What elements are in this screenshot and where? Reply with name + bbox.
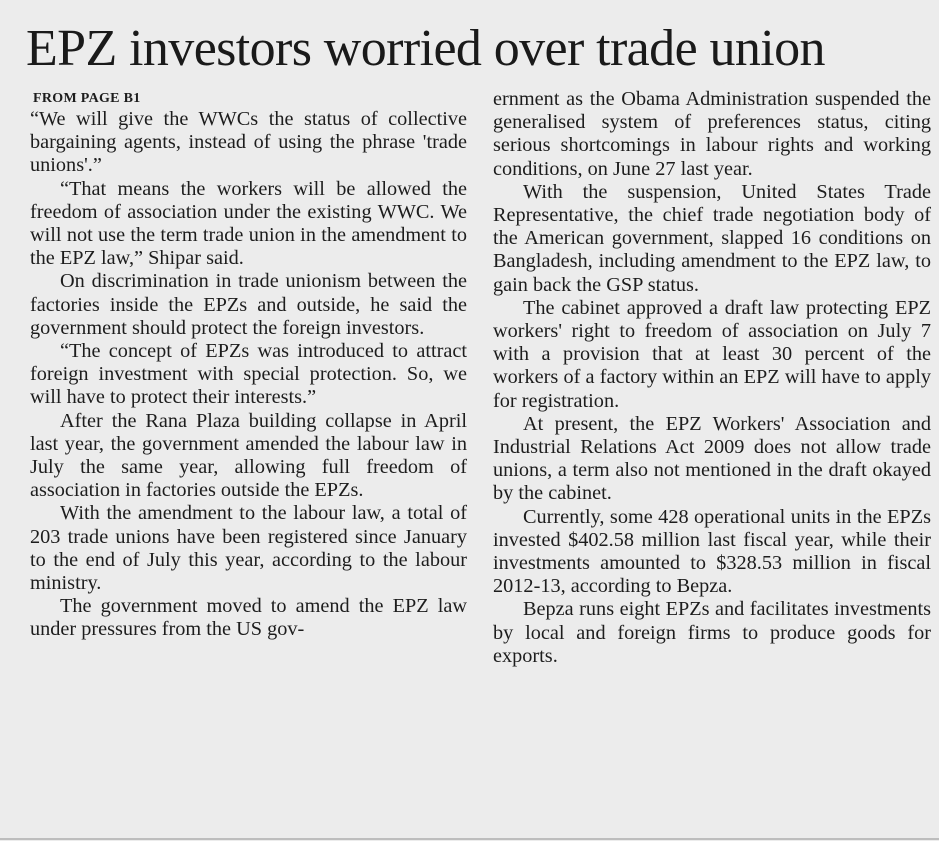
paragraph: After the Rana Plaza building collapse in April last year, the government amended the labour law in July the same year, allowing full freedom of association in factories outside the EPZs. (30, 409, 467, 502)
paragraph: “That means the workers will be allowed the freedom of association under the existing WWC. We will not use the term trade union in the amendment to the EPZ law,” Shipar said. (30, 177, 467, 270)
paragraph: The cabinet approved a draft law protecting EPZ workers' right to freedom of association on July 7 with a provision that at least 30 percent of the workers of a factory within an EPZ will have to apply for registration. (493, 296, 931, 412)
paragraph: Bepza runs eight EPZs and facilitates investments by local and foreign firms to produce goods for exports. (493, 598, 931, 667)
paragraph: On discrimination in trade unionism between the factories inside the EPZs and outside, he said the government should protect the foreign investors. (30, 270, 467, 339)
paragraph: At present, the EPZ Workers' Association and Industrial Relations Act 2009 does not allow trade unions, a term also not mentioned in the draft okayed by the cabinet. (493, 412, 931, 505)
paragraph: “The concept of EPZs was introduced to attract foreign investment with special protection. So, we will have to protect their interests.” (30, 340, 467, 409)
paragraph: Currently, some 428 operational units in the EPZs invested $402.58 million last fiscal year, while their investments amounted to $328.53 million in fiscal 2012-13, according to Bepza. (493, 505, 931, 598)
headline: EPZ investors worried over trade union (26, 20, 825, 77)
paragraph: ernment as the Obama Administration suspended the generalised system of preferences status, citing serious shortcomings in labour rights and working conditions, on June 27 last year. (493, 88, 931, 180)
bottom-rule (0, 838, 939, 840)
paragraph: With the suspension, United States Trade Representative, the chief trade negotiation body of the American government, slapped 16 conditions on Bangladesh, including amendment to the EPZ law, to gain back the GSP status. (493, 180, 931, 296)
paragraph: The government moved to amend the EPZ law under pressures from the US gov- (30, 595, 467, 641)
jump-line: FROM PAGE B1 (33, 91, 141, 106)
right-column (493, 88, 931, 668)
left-column (30, 90, 467, 642)
paragraph: “We will give the WWCs the status of collective bargaining agents, instead of using the phrase 'trade unions'.” (30, 108, 467, 177)
paragraph: With the amendment to the labour law, a total of 203 trade unions have been registered since January to the end of July this year, according to the labour ministry. (30, 502, 467, 595)
